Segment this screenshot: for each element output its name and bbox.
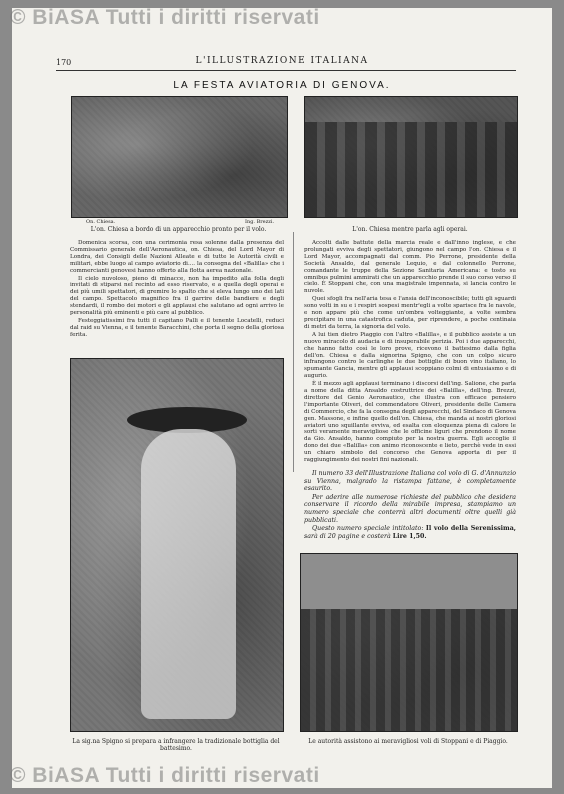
photo-chiesa-speaking — [304, 96, 518, 218]
article-headline: LA FESTA AVIATORIA DI GENOVA. — [173, 80, 391, 91]
left-para-2: Il cielo nuvoloso, pieno di minacce, non ha impedito alla folla degli invitati di stiparsi nel recinto ad esso riservato, e a quella degli operai e dei più umili spettatori, di gremire lo spalto che si eleva lungo uno dei lati del campo. Spettacolo magnifico fra il garrire delle bandiere e degli stendardi, il rombo dei motori e gli applausi che salutano ad ogni arrivo le personalità più eminenti e più care al pubblico. — [70, 275, 284, 317]
watermark-top: © BiASA Tutti i diritti riservati — [10, 6, 320, 29]
notice-para-2: Per aderire alle numerose richieste del pubblico che desidera conservare il ricordo della mirabile impresa, stampiamo un numero speciale che conterrà altri documenti oltre quelli già pubblicati. — [304, 493, 516, 524]
photo2-caption: L'on. Chiesa mentre parla agli operai. — [352, 226, 468, 233]
photo-chiesa-aboard-plane — [71, 96, 288, 218]
running-title: L'ILLUSTRAZIONE ITALIANA — [195, 56, 369, 66]
notice-para-1: Il numero 33 dell'Illustrazione Italiana col volo di G. d'Annunzio su Vienna, malgrado la ristampa fattane, è completamente esaurito. — [304, 470, 517, 493]
photo-authorities-watching — [300, 553, 518, 732]
left-para-3: Festeggiatissimi fra tutti il capitano Palli e il tenente Locatelli, reduci dal raid su Vienna, e il tenente Baracchini, che porta il segno della gloriosa ferita. — [70, 317, 284, 338]
photo4-caption: Le autorità assistono ai meravigliosi voli di Stoppani e di Piaggio. — [308, 738, 508, 745]
right-para-3: A lui tien dietro Piaggio con l'altro «Balilla», e il pubblico assiste a un nuovo miracolo di audacia e di insuperabile perizia. Poi i due apparecchi, che hanno fatto così le loro prove, ricevono il battesimo dalla figlia dell'on. Chiesa e dalla signorina Spigno, che con un colpo sicuro infrangono contro le carlinghe le due bottiglie di buon vino italiano, lo spumante Gancia, mentre gli applausi scoppiano colmi di entusiasmo e di augurio. — [304, 331, 516, 380]
notice-price: Lire 1,50. — [392, 532, 427, 540]
photo1-label-right: Ing. Brezzi. — [245, 219, 275, 225]
notice-pages: sarà di 20 pagine e costerà — [304, 532, 391, 540]
notice-para-3 — [304, 525, 516, 540]
left-para-1: Domenica scorsa, con una cerimonia resa solenne dalla presenza del Commissario generale dell'Aeronautica, on. Chiesa, del Lord Mayor di Londra, dei Consigli delle Nazioni Alleate e di tutte le Autorità civili e militari, ebbe luogo al campo aviatorio di.... la consegna del «Balilla» che i commercianti genovesi hanno offerto alla flotta aerea nazionale. — [70, 240, 284, 274]
left-column — [70, 240, 284, 340]
right-para-2: Quei sfogli fra nell'aria tesa e l'ansia dell'inconoscibile; tutti gli sguardi sono volti in su e i respiri sospesi mentr'egli a volte sparisce fra le navole, e non appare più che come un'ombra volteggiante, a volte sembra precipitare in una catastrofica caduta, per riprendere, a poche centinaia di metri da terra, la signoria del volo. — [304, 296, 516, 330]
photo1-caption: L'on. Chiesa a bordo di un apparecchio pronto per il volo. — [90, 226, 267, 233]
photo1-label-left: On. Chiesa. — [86, 219, 116, 225]
special-issue-notice — [304, 470, 516, 541]
header-rule — [56, 70, 516, 71]
notice-intro: Questo numero speciale intitolato: — [312, 525, 424, 533]
right-para-1: Accolti dalle battute della marcia reale e dall'inno inglese, e che prolungati evviva degli spettatori, giungono nel campo l'on. Chiesa e il Lord Mayor, accompagnati dal comm. Pio Perrone, presidente della Società Ansaldo, dal generale Lequio, e dal colonnello Perrone, comandante le truppe della Sezione Sanitaria Americana: e tosto su omnibus pulmini ammirati che un apparecchio prende il suo corso verso il cielo. È Stoppani che, con una magistrale impennata, si lancia contro le nuvole. — [304, 240, 516, 295]
column-divider — [293, 232, 294, 472]
photo-spigno-christening — [70, 358, 284, 732]
notice-issue-title: Il volo della Serenissima, — [425, 525, 516, 533]
right-para-4: È il mezzo agli applausi terminano i discorsi dell'ing. Salione, che parla a nome della ditta Ansaldo costruttrice dei «Balilla», dell'ing. Brezzi, direttore del Genio Aeronautico, che illustra con efficace pensiero l'importante Oliveri, del commendatore Oliveri, presidente delle Camera di Commercio, che fa la consegna degli apparecchi, del Sindaco di Genova gen. Massone, e infine quello dell'on. Chiesa, che manda ai nostri gloriosi aviatori uno squillante evviva, ed esalta con eloquenza piena di calore le sorti veramente meravigliose che le officine liguri che prendono il nome da Gio. Ansaldo, hanno compiuto per la nostra guerra. Egli accoglie il dono dei due «Balilla» con animo riconoscente e lieto, perchè vede in essi un chiaro simbolo del concorso che Genova apporta di per il raggiungimento dei nostri fini nazionali. — [304, 381, 516, 464]
photo3-caption: La sig.na Spigno si prepara a infrangere la tradizionale bottiglia del battesimo. — [72, 738, 280, 752]
page-number: 170 — [56, 58, 72, 67]
watermark-bottom: © BiASA Tutti i diritti riservati — [10, 764, 320, 787]
right-column — [304, 240, 516, 465]
